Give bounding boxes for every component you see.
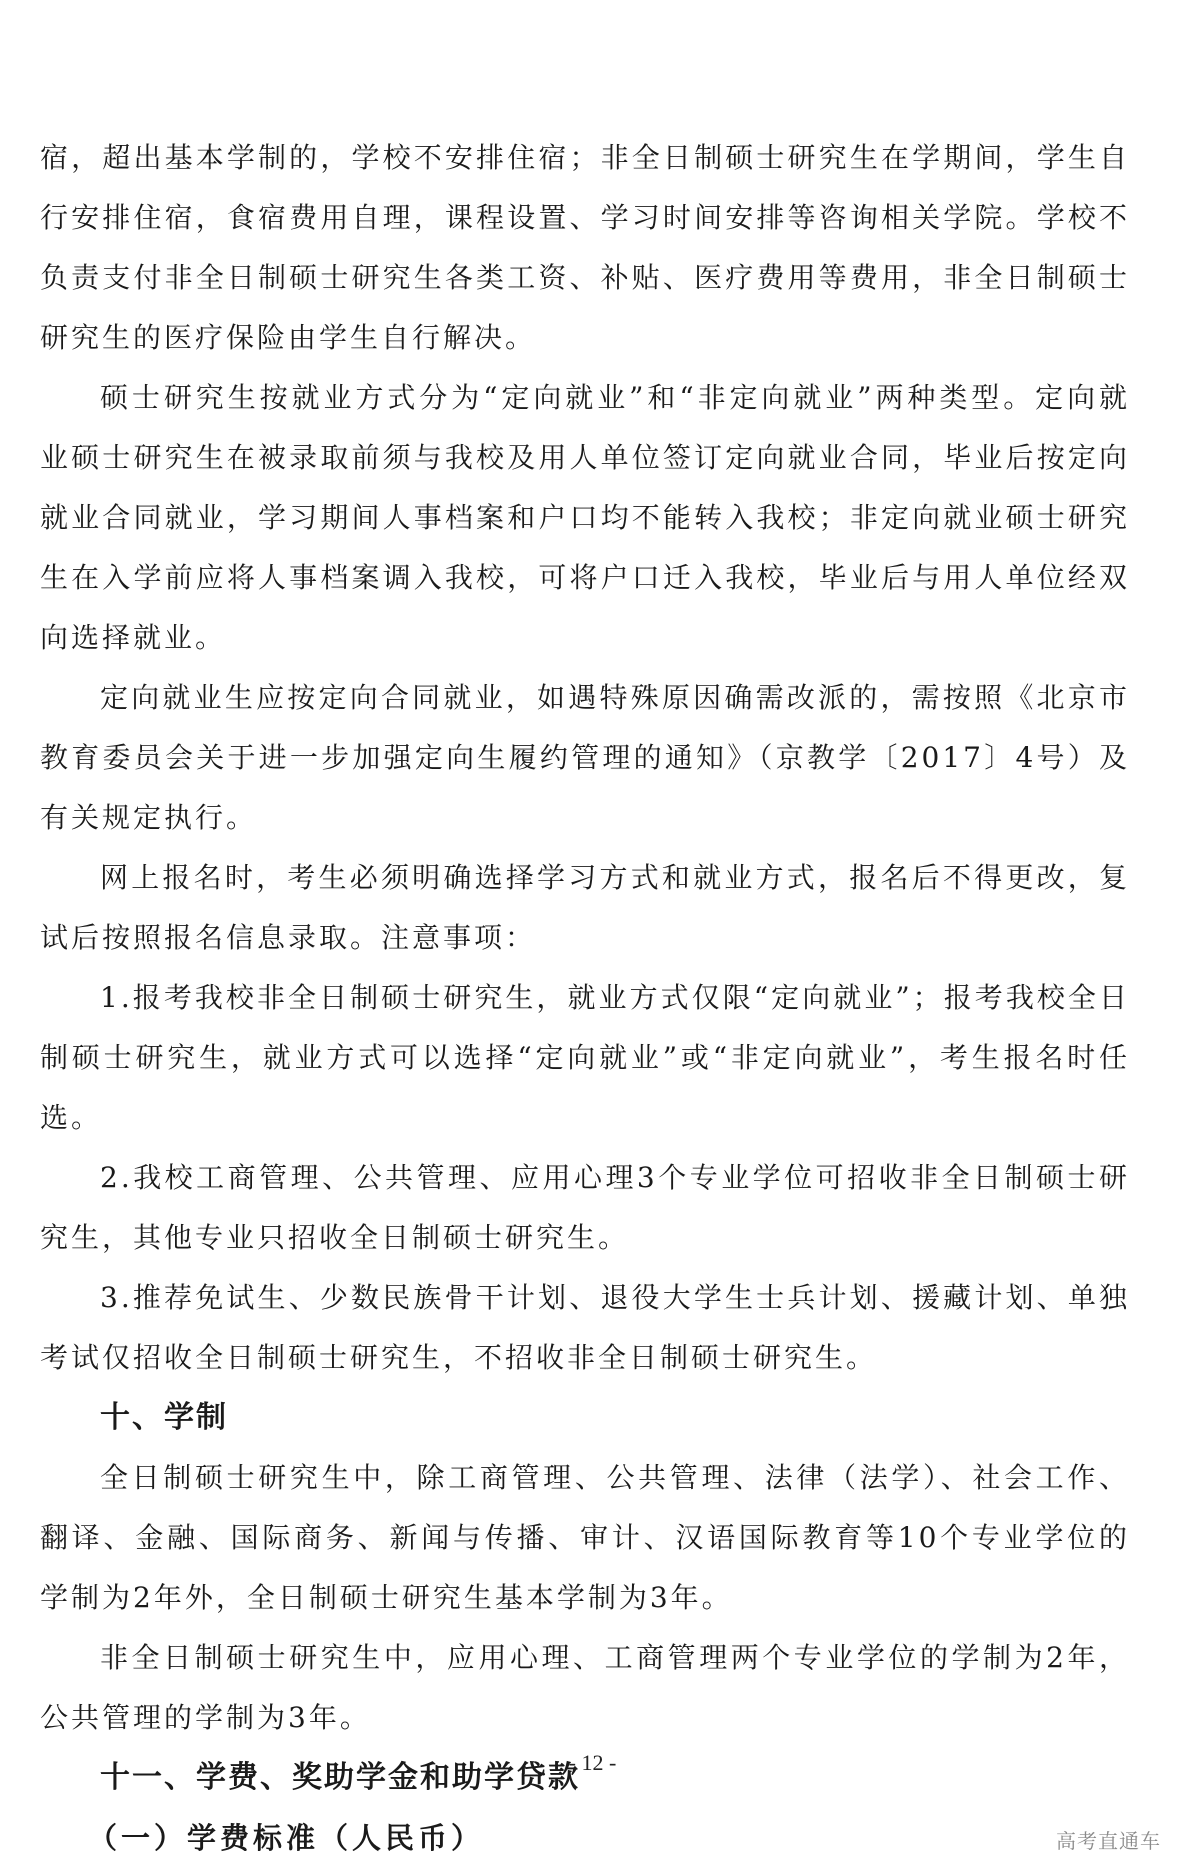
paragraph-online-registration: 网上报名时，考生必须明确选择学习方式和就业方式，报名后不得更改，复试后按照报名信息录取。注意事项：: [40, 861, 1130, 954]
paragraph-full-time-duration: 全日制硕士研究生中，除工商管理、公共管理、法律（法学）、社会工作、翻译、金融、国际商务、新闻与传播、审计、汉语国际教育等10个专业学位的学制为2年外，全日制硕士研究生基本学制为3年。: [40, 1461, 1130, 1614]
paragraph-note-2: 2.我校工商管理、公共管理、应用心理3个专业学位可招收非全日制硕士研究生，其他专业只招收全日制硕士研究生。: [40, 1161, 1130, 1254]
document-body: [40, 128, 1130, 1868]
watermark-text: 高考直通车: [1056, 1829, 1161, 1853]
subsection-heading-tuition-standard: （一）学费标准（人民币）: [88, 1821, 485, 1855]
paragraph-accommodation: 宿，超出基本学制的，学校不安排住宿；非全日制硕士研究生在学期间，学生自行安排住宿，食宿费用自理，课程设置、学习时间安排等咨询相关学院。学校不负责支付非全日制硕士研究生各类工资、补贴、医疗费用等费用，非全日制硕士研究生的医疗保险由学生自行解决。: [40, 141, 1130, 354]
section-heading-tuition: 十一、学费、奖助学金和助学贷款: [100, 1760, 580, 1795]
paragraph-directed-contract: 定向就业生应按定向合同就业，如遇特殊原因确需改派的，需按照《北京市教育委员会关于进一步加强定向生履约管理的通知》（京教学〔2017〕4号）及有关规定执行。: [40, 681, 1130, 834]
paragraph-part-time-duration: 非全日制硕士研究生中，应用心理、工商管理两个专业学位的学制为2年，公共管理的学制为3年。: [40, 1641, 1130, 1734]
paragraph-employment-types: 硕士研究生按就业方式分为“定向就业”和“非定向就业”两种类型。定向就业硕士研究生在被录取前须与我校及用人单位签订定向就业合同，毕业后按定向就业合同就业，学习期间人事档案和户口均不能转入我校；非定向就业硕士研究生在入学前应将人事档案调入我校，可将户口迁入我校，毕业后与用人单位经双向选择就业。: [40, 381, 1130, 654]
section-heading-duration: 十、学制: [100, 1400, 228, 1435]
paragraph-note-3: 3.推荐免试生、少数民族骨干计划、退役大学生士兵计划、援藏计划、单独考试仅招收全日制硕士研究生，不招收非全日制硕士研究生。: [40, 1281, 1130, 1374]
paragraph-note-1: 1.报考我校非全日制硕士研究生，就业方式仅限“定向就业”；报考我校全日制硕士研究生，就业方式可以选择“定向就业”或“非定向就业”，考生报名时任选。: [40, 981, 1130, 1134]
page-number: - 12 -: [568, 1750, 617, 1775]
